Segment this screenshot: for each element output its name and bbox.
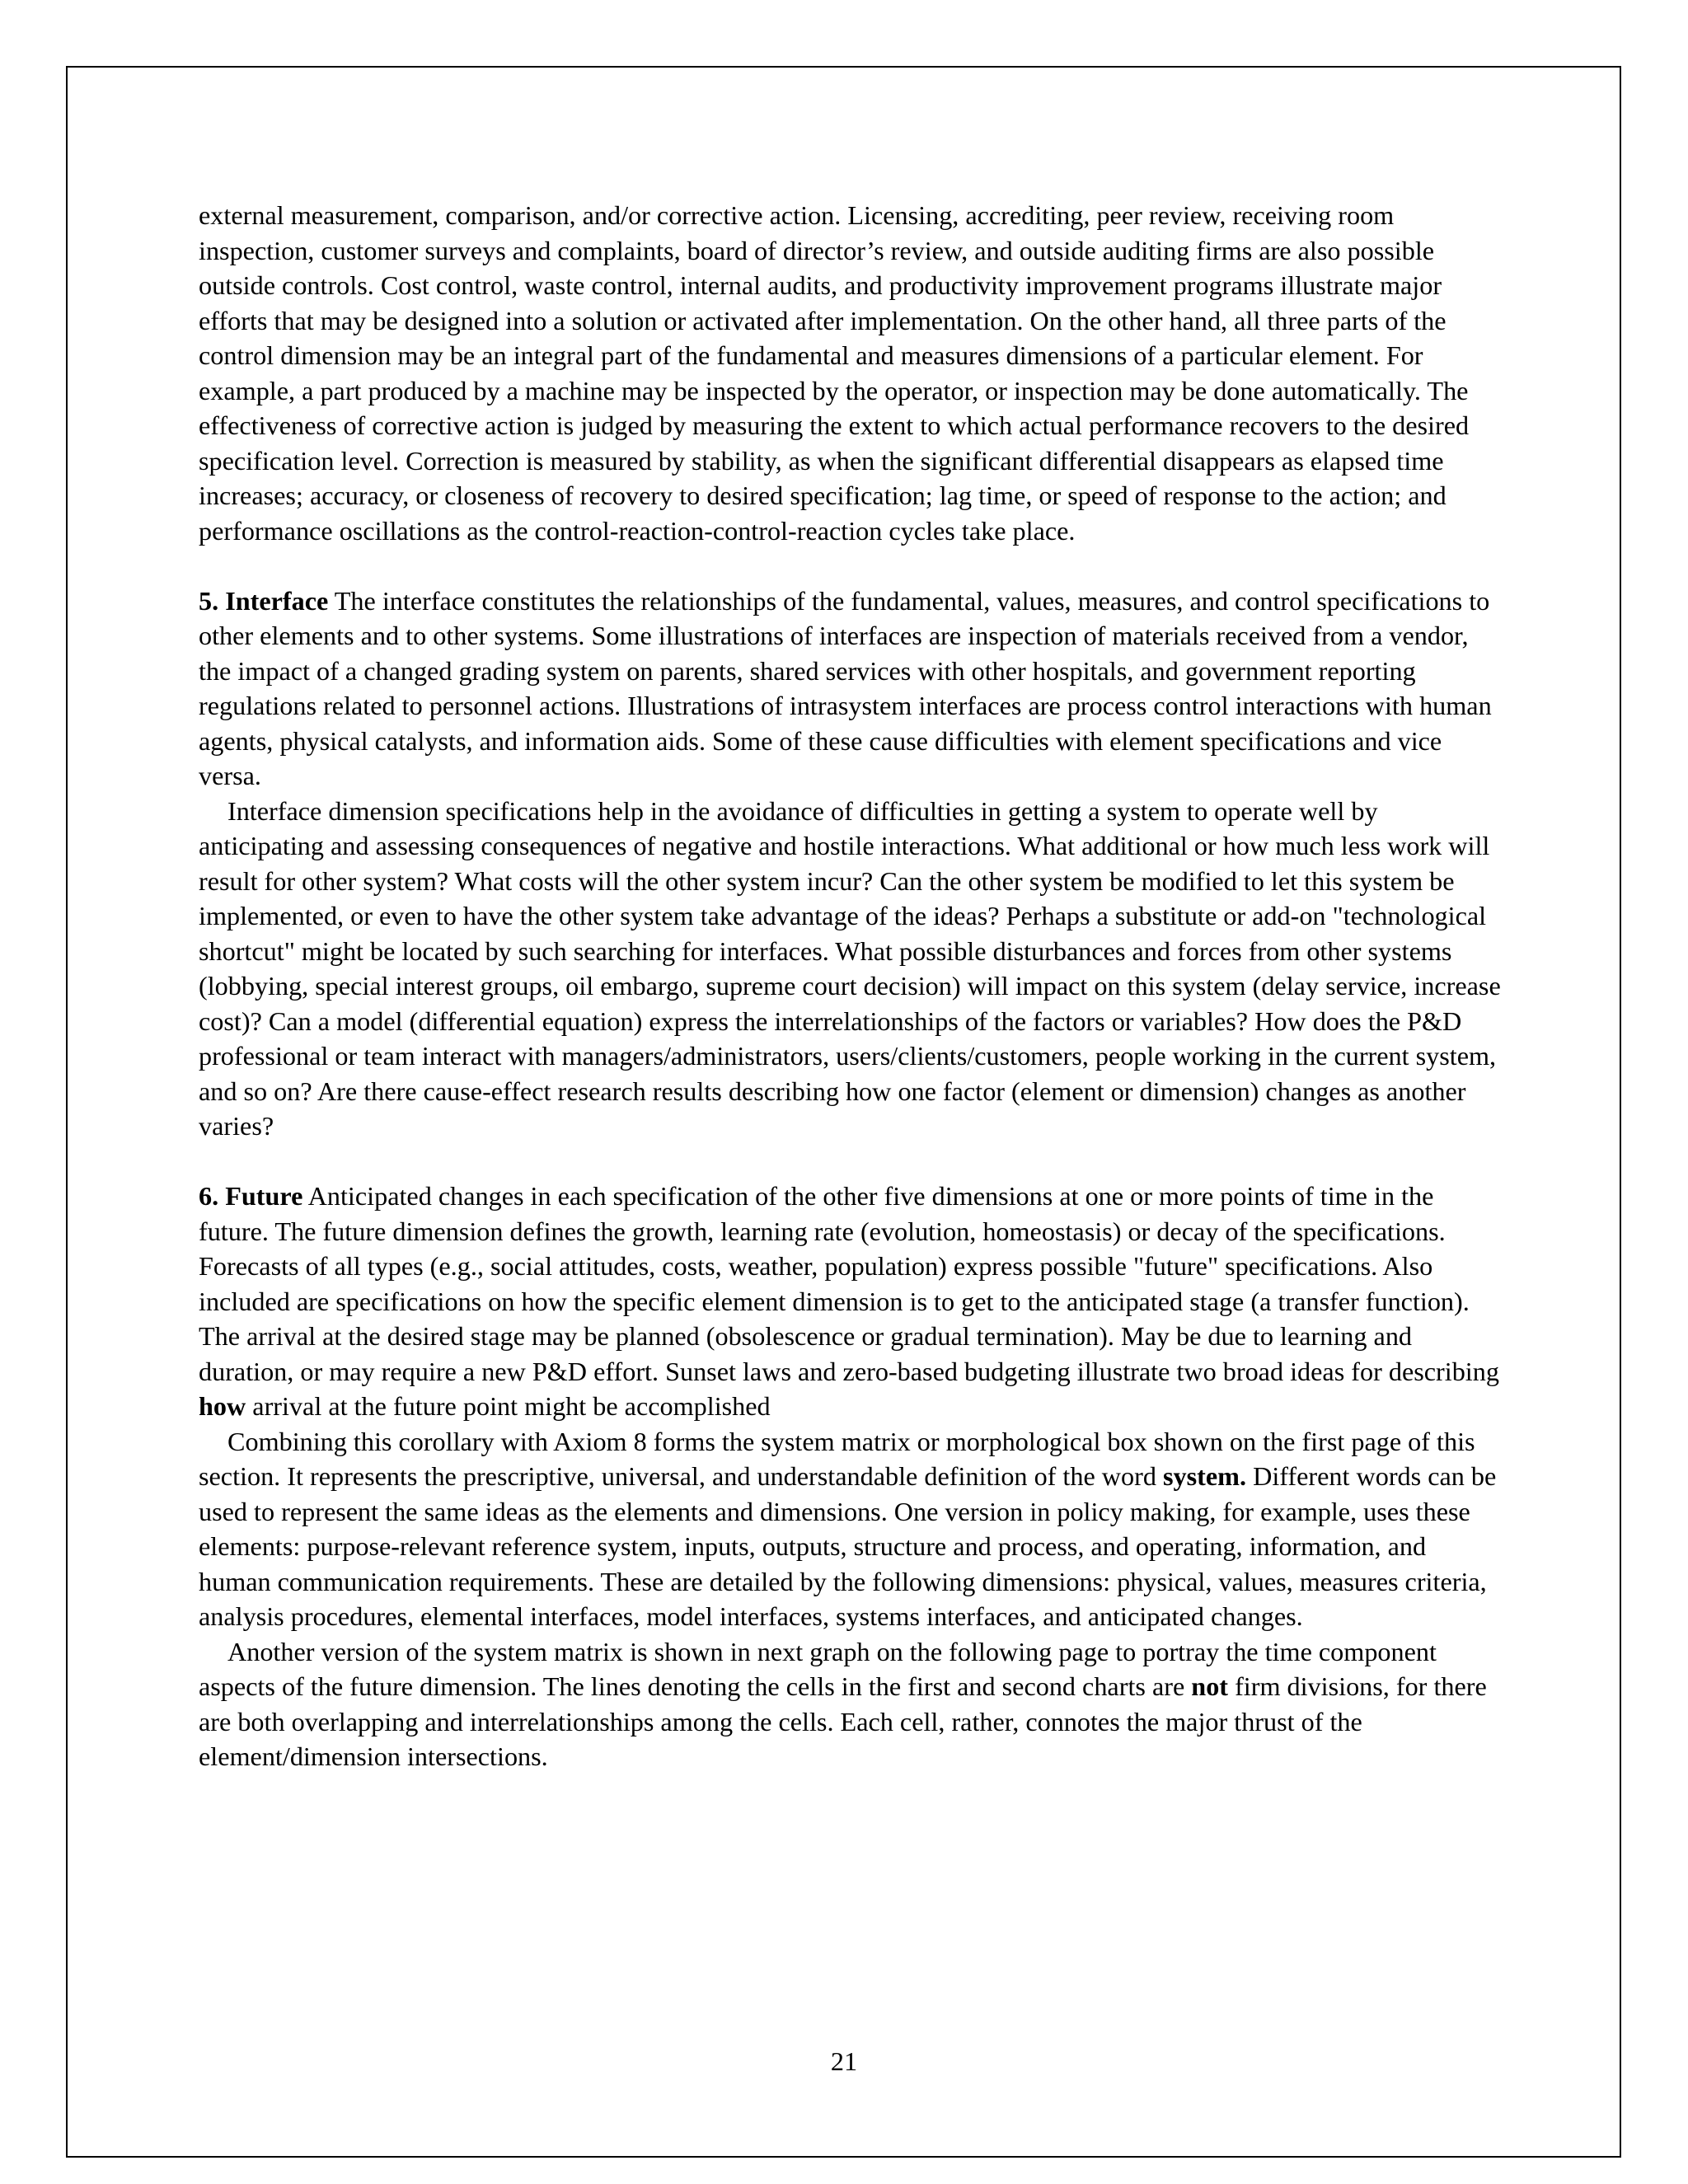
another-version-text-end: firm divisions, for there are both overlapping and interrelationships among the cells. Each cell, rather, connotes the major thrust of the element/dimension intersections. [199,1671,1487,1771]
emphasis-not: not [1191,1671,1229,1701]
section-heading-interface: 5. Interface [199,585,329,616]
another-version-text: Another version of the system matrix is shown in next graph on the following page to portray the time component aspects of the future dimension. The lines denoting the cells in the first and second charts are [199,1636,1437,1701]
system-matrix-text: Combining this corollary with Axiom 8 forms the system matrix or morphological box shown on the first page of this section. It represents the prescriptive, universal, and understandable definition of the word [199,1426,1475,1491]
paragraph-future [199,1179,1501,1424]
document-body [199,198,1501,1774]
paragraph-interface-specifications: Interface dimension specifications help in the avoidance of difficulties in getting a system to operate well by anticipating and assessing consequences of negative and hostile interactions. What additional or how much less work will result for other system? What costs will the other system incur? Can the other system be modified to let this system be implemented, or even to have the other system take advantage of the ideas? Perhaps a substitute or add-on "technological shortcut" might be located by such searching for interfaces. What possible disturbances and forces from other systems (lobbying, special interest groups, oil embargo, supreme court decision) will impact on this system (delay service, increase cost)? Can a model (differential equation) express the interrelationships of the factors or variables? How does the P&D professional or team interact with managers/administrators, users/clients/customers, people working in the current system, and so on? Are there cause-effect research results describing how one factor (element or dimension) changes as another varies? [199,795,1501,1141]
paragraph-gap [199,1144,1501,1179]
paragraph-control-continued: external measurement, comparison, and/or corrective action. Licensing, accrediting, peer review, receiving room inspection, customer surveys and complaints, board of director’s review, and outside auditing firms are also possible outside controls. Cost control, waste control, internal audits, and productivity improvement programs illustrate major efforts that may be designed into a solution or activated after implementation. On the other hand, all three parts of the control dimension may be an integral part of the fundamental and measures dimensions of a particular element. For example, a part produced by a machine may be inspected by the operator, or inspection may be done automatically. The effectiveness of corrective action is judged by measuring the extent to which actual performance recovers to the desired specification level. Correction is measured by stability, as when the significant differential disappears as elapsed time increases; accuracy, or closeness of recovery to desired specification; lag time, or speed of response to the action; and performance oscillations as the control-reaction-control-reaction cycles take place. [199,200,1470,546]
paragraph-interface [199,583,1501,794]
emphasis-system: system. [1163,1461,1247,1491]
paragraph-another-version [199,1634,1501,1774]
system-matrix-text-end: Different words can be used to represent the same ideas as the elements and dimensions. One version in policy making, for example, uses these elements: purpose-relevant reference system, inputs, outputs, structure and process, and operating, information, and human communication requirements. These are detailed by the following dimensions: physical, values, measures criteria, analysis procedures, elemental interfaces, model interfaces, systems interfaces, and anticipated changes. [199,1461,1497,1631]
future-definition-text-end: arrival at the future point might be accomplished [246,1391,771,1421]
interface-definition-text: The interface constitutes the relationships of the fundamental, values, measures, and control specifications to other elements and to other systems. Some illustrations of interfaces are inspection of materials received from a vendor, the impact of a changed grading system on parents, shared services with other hospitals, and government reporting regulations related to personnel actions. Illustrations of intrasystem interfaces are process control interactions with human agents, physical catalysts, and information aids. Some of these cause difficulties with element specifications and vice versa. [199,585,1492,790]
page-number: 21 [830,2046,858,2076]
paragraph-gap [199,548,1501,583]
future-definition-text: Anticipated changes in each specification of the other five dimensions at one or more points of time in the future. The future dimension defines the growth, learning rate (evolution, homeostasis) or decay of the specifications. Forecasts of all types (e.g., social attitudes, costs, weather, population) express possible "future" specifications. Also included are specifications on how the specific element dimension is to get to the anticipated stage (a transfer function). The arrival at the desired stage may be planned (obsolescence or gradual termination). May be due to learning and duration, or may require a new P&D effort. Sunset laws and zero-based budgeting illustrate two broad ideas for describing [199,1181,1499,1386]
paragraph-system-matrix [199,1424,1501,1634]
emphasis-how: how [199,1391,246,1421]
section-heading-future: 6. Future [199,1181,303,1211]
